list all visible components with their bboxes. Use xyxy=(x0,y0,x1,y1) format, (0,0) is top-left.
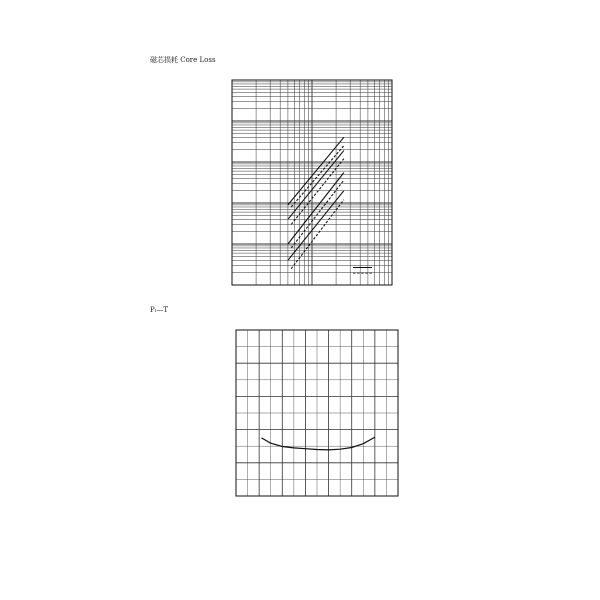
core-loss-heading: 磁芯损耗 Core Loss xyxy=(150,56,216,64)
core-loss-curve xyxy=(262,437,375,450)
pl-t-heading: Pₗ—T xyxy=(150,306,169,314)
grid-lines xyxy=(236,330,398,496)
